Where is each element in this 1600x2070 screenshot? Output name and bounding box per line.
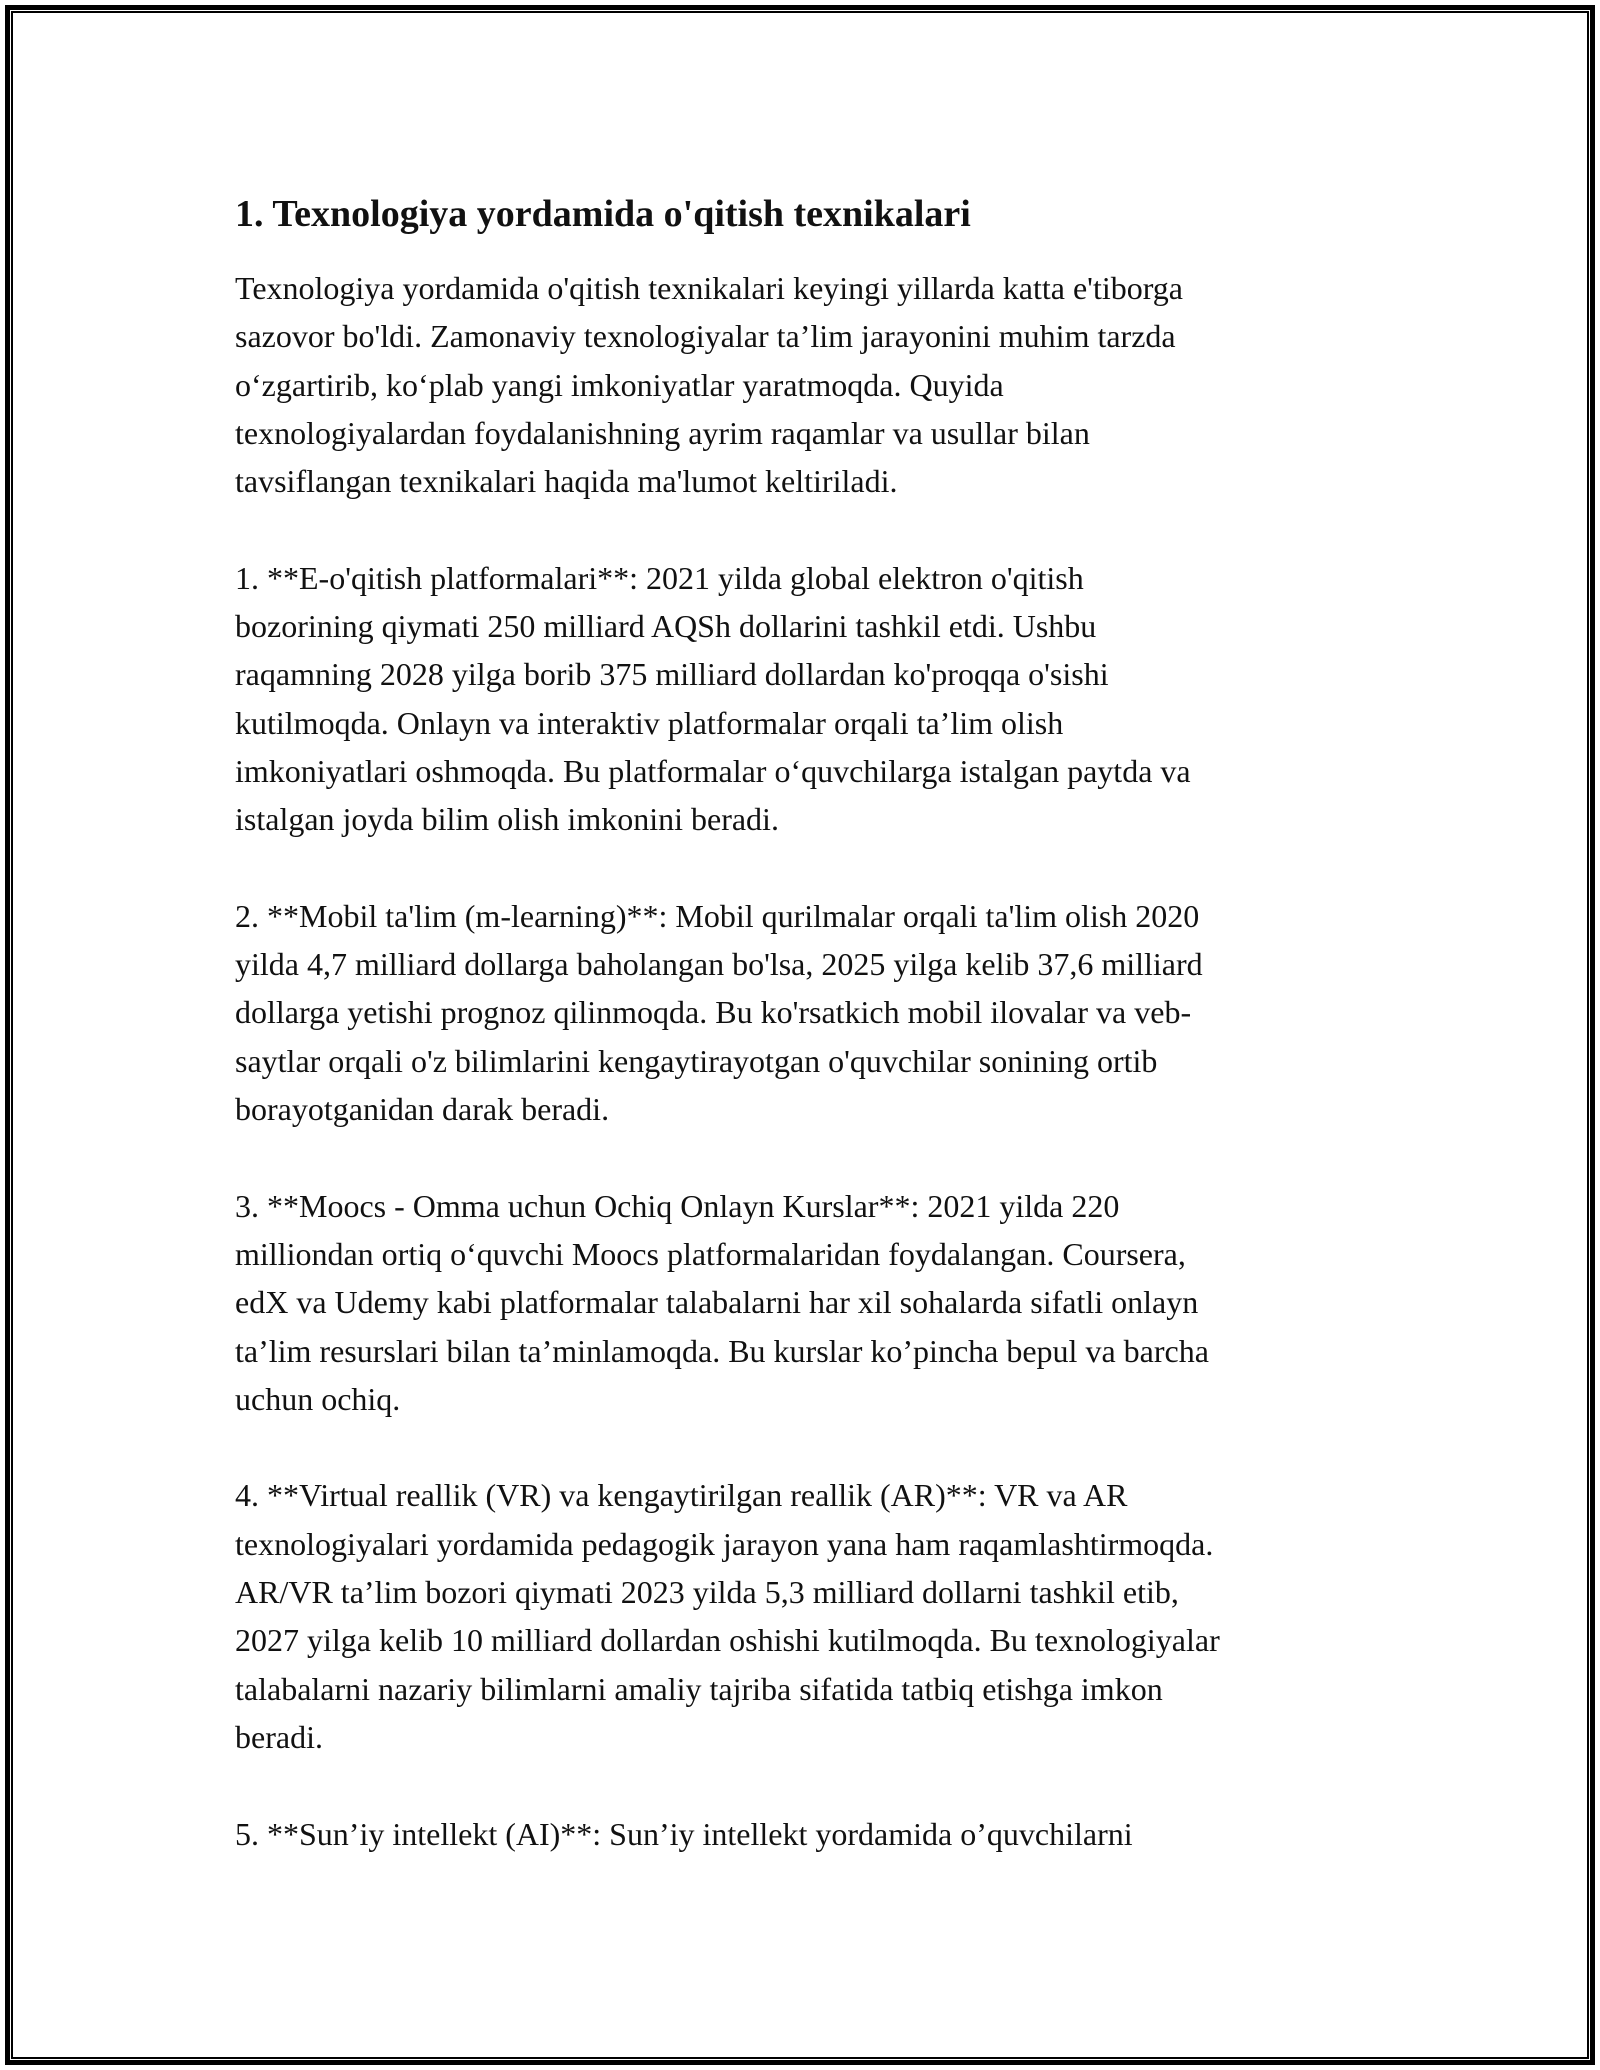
paragraph-ai: 5. **Sun’iy intellekt (AI)**: Sun’iy intellekt yordamida o’quvchilarni [235,1815,1133,1852]
paragraph-moocs: 3. **Moocs - Omma uchun Ochiq Onlayn Kurslar**: 2021 yilda 220 milliondan ortiq o‘quvchi Moocs platformalaridan foydalangan. Coursera, edX va Udemy kabi platformalar talabalarni har xil sohalarda sifatli onlayn ta’lim resurslari bilan ta’minlamoqda. Bu kurslar ko’pincha bepul va barcha uchun ochiq. [235,1187,1209,1417]
section-heading: 1. Texnologiya yordamida o'qitish texnikalari [235,193,971,235]
document-body [235,190,1375,1906]
paragraph-mobile-learning: 2. **Mobil ta'lim (m-learning)**: Mobil qurilmalar orqali ta'lim olish 2020 yilda 4,7 milliard dollarga baholangan bo'lsa, 2025 yilga kelib 37,6 milliard dollarga yetishi prognoz qilinmoqda. Bu ko'rsatkich mobil ilovalar va veb- saytlar orqali o'z bilimlarini kengaytirayotgan o'quvchilar sonining ortib borayotganidan darak beradi. [235,897,1203,1128]
intro-paragraph: Texnologiya yordamida o'qitish texnikalari keyingi yillarda katta e'tiborga sazovor bo'ldi. Zamonaviy texnologiyalar ta’lim jarayonini muhim tarzda o‘zgartirib, ko‘plab yangi imkoniyatlar yaratmoqda. Quyida texnologiyalardan foydalanishning ayrim raqamlar va usullar bilan tavsiflangan texnikalari haqida ma'lumot keltiriladi. [235,270,1183,500]
paragraph-e-learning: 1. **E-o'qitish platformalari**: 2021 yilda global elektron o'qitish bozorining qiymati 250 milliard AQSh dollarini tashkil etdi. Ushbu raqamning 2028 yilga borib 375 milliard dollardan ko'proqqa o'sishi kutilmoqda. Onlayn va interaktiv platformalar orqali ta’lim olish imkoniyatlari oshmoqda. Bu platformalar o‘quvchilarga istalgan paytda va istalgan joyda bilim olish imkonini beradi. [235,559,1191,838]
paragraph-vr-ar: 4. **Virtual reallik (VR) va kengaytirilgan reallik (AR)**: VR va AR texnologiyalari yordamida pedagogik jarayon yana ham raqamlashtirmoqda. AR/VR ta’lim bozori qiymati 2023 yilda 5,3 milliard dollarni tashkil etib, 2027 yilga kelib 10 milliard dollardan oshishi kutilmoqda. Bu texnologiyalar talabalarni nazariy bilimlarni amaliy tajriba sifatida tatbiq etishga imkon beradi. [235,1477,1220,1755]
